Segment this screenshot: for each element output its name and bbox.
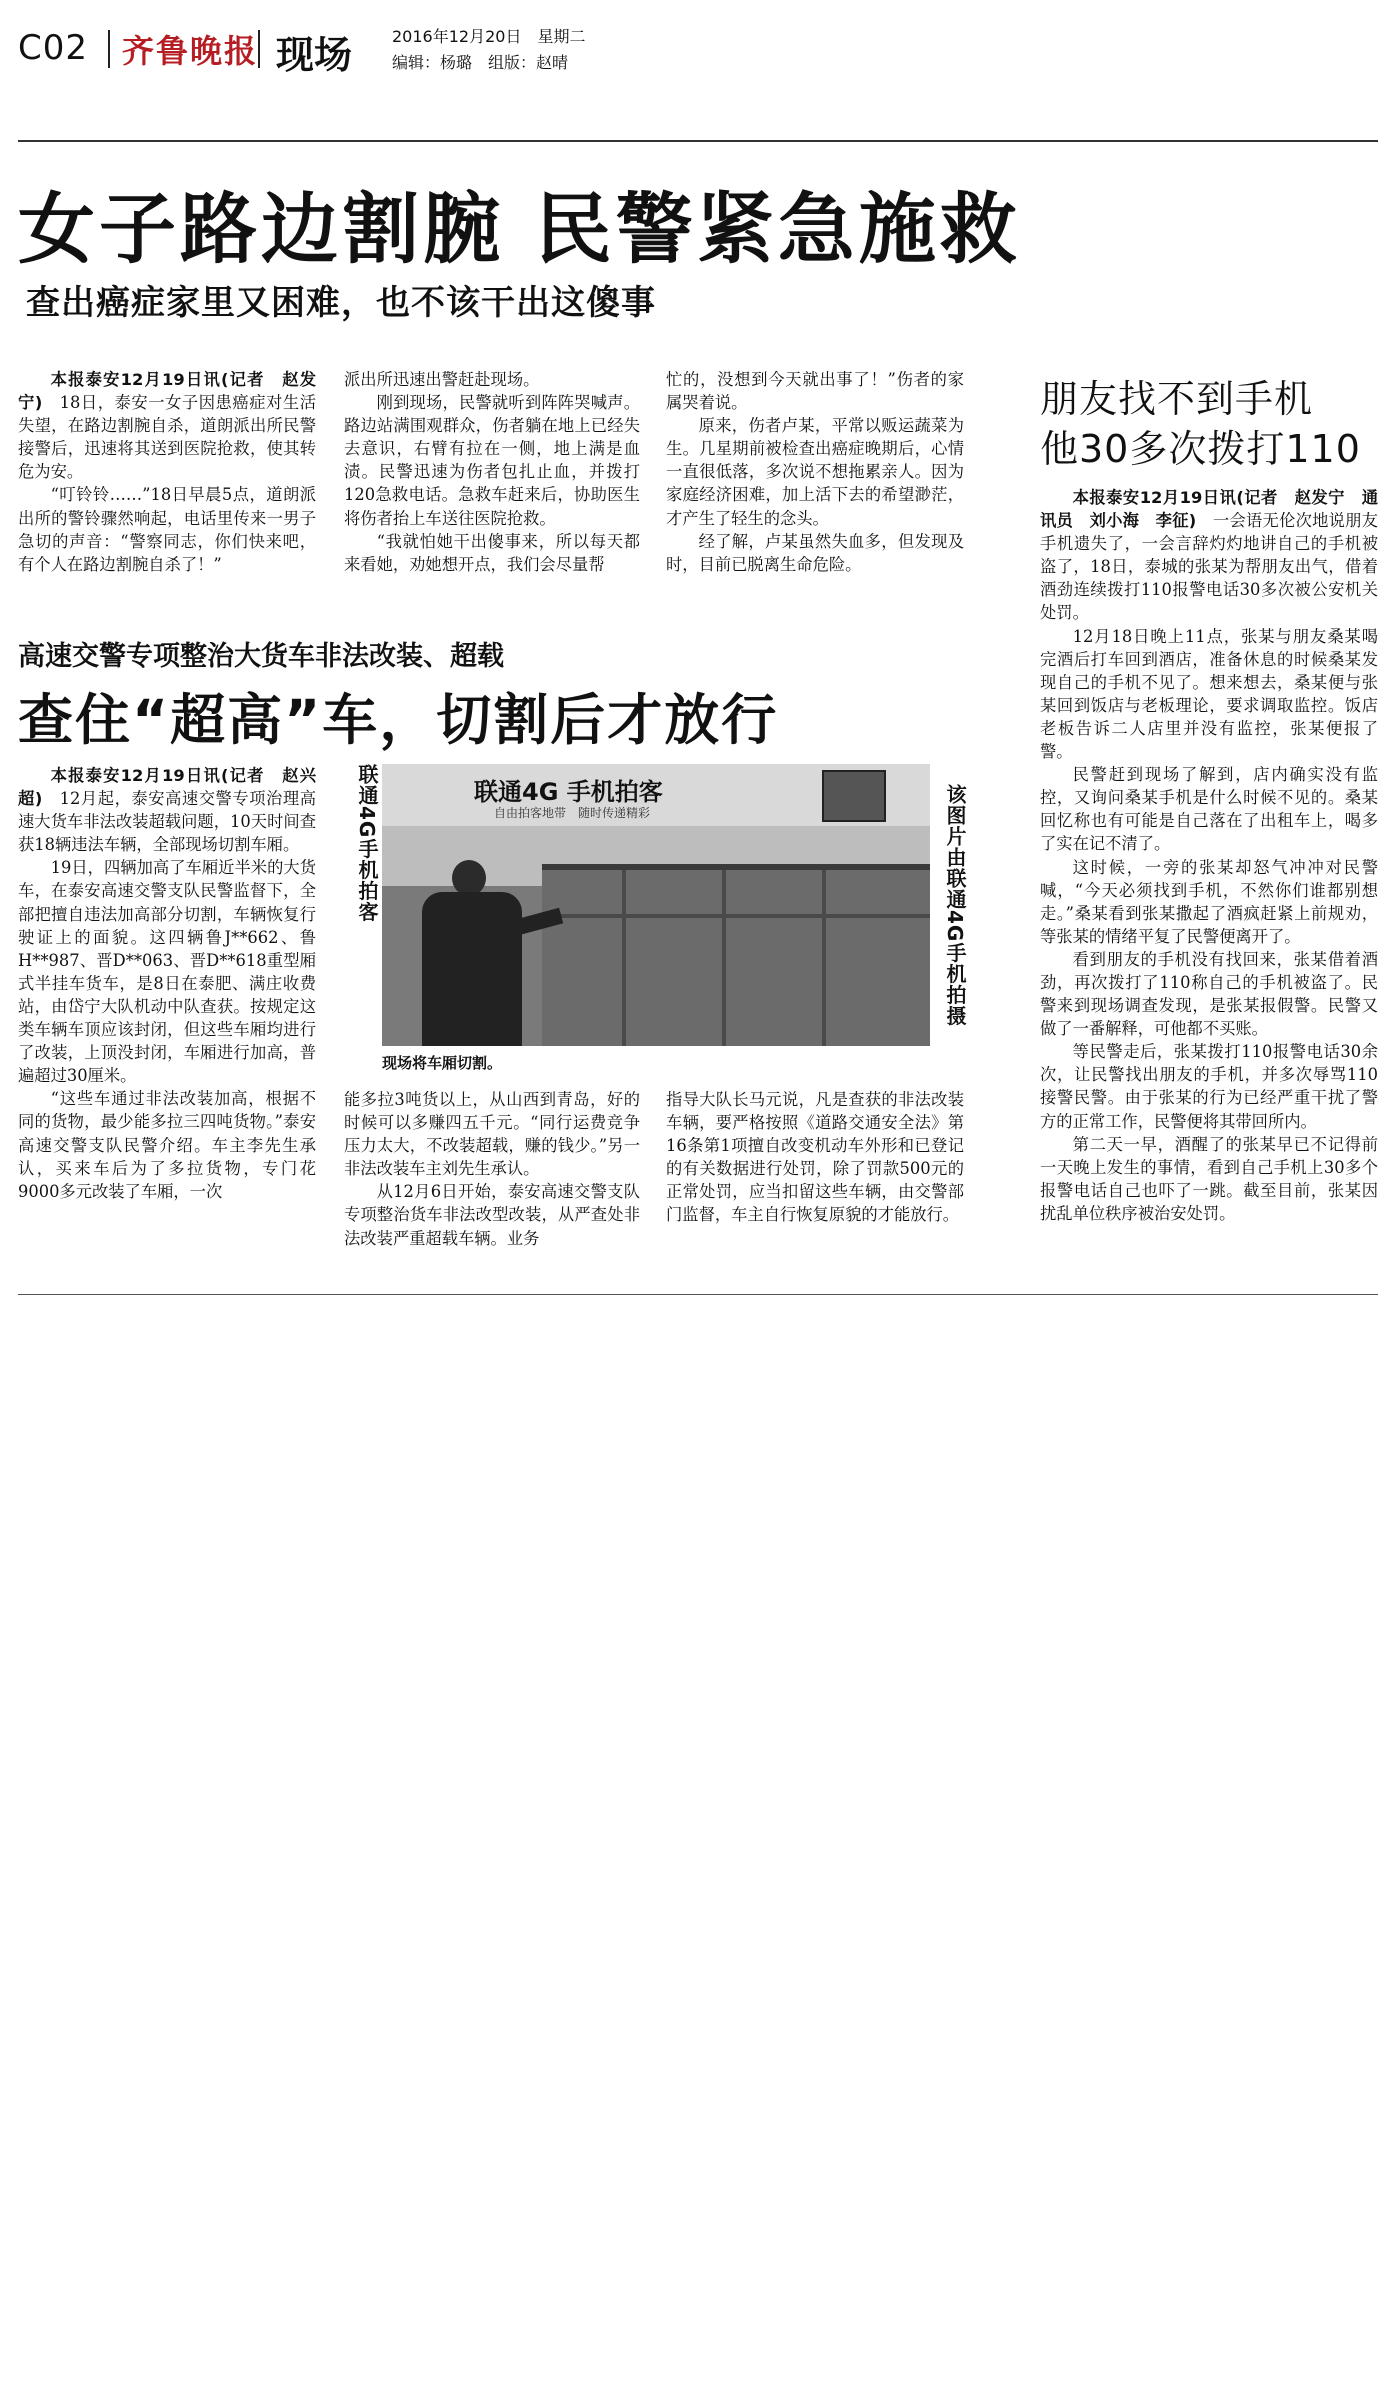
article2-column-2 [344, 1088, 640, 1250]
ad-banner-tagline: 自由拍客地带 随时传递精彩 [494, 806, 651, 820]
newspaper-masthead: 齐鲁晚报 [122, 32, 259, 70]
article3-paragraph: 看到朋友的手机没有找回来，张某借着酒劲，再次拨打了110称自己的手机被盗了。民警来到现场调查发现，是张某报假警。民警又做了一番解释，可他都不买账。 [1040, 949, 1378, 1039]
page-number: C02 [18, 28, 89, 68]
article2-headline: 查住“超高”车，切割后才放行 [18, 688, 779, 752]
article2-column-3 [666, 1088, 964, 1227]
article1-subheadline: 查出癌症家里又困难，也不该干出这傻事 [26, 283, 656, 323]
section-name: 现场 [276, 33, 353, 77]
article1-column-3 [666, 368, 964, 576]
article1-headline: 女子路边割腕 民警紧急施救 [18, 186, 1021, 275]
article2-paragraph: “这些车通过非法改装加高，根据不同的货物，最少能多拉三四吨货物。”泰安高速交警支队民警介绍。车主李先生承认，买来车后为了多拉货物，专门花9000多元改装了车厢，一次 [18, 1089, 316, 1201]
article1-paragraph: 刚到现场，民警就听到阵阵哭喊声。路边站满围观群众，伤者躺在地上已经失去意识，右臂有拉在一侧，地上满是血渍。民警迅速为伤者包扎止血，并拨打120急救电话。急救车赶来后，协助医生将伤者抬上车送往医院抢救。 [344, 393, 640, 528]
article1-paragraph: 本报泰安12月19日讯(记者 赵发宁) 18日，泰安一女子因患癌症对生活失望，在路边割腕自杀，道朗派出所民警接警后，迅速将其送到医院抢救，使其转危为安。 [18, 370, 316, 482]
truck-panel-rib [722, 870, 726, 1046]
article3-paragraph: 这时候，一旁的张某却怒气冲冲对民警喊，“今天必须找到手机，不然你们谁都别想走。”桑某看到张某撒起了酒疯赶紧上前规劝，等张某的情绪平复了民警便离开了。 [1040, 857, 1378, 946]
article1-paragraph: “叮铃铃……”18日早晨5点，道朗派出所的警铃骤然响起，电话里传来一男子急切的声音：“警察同志，你们快来吧，有个人在路边割腕自杀了！” [18, 485, 316, 574]
article3-byline: 本报泰安12月19日讯(记者 赵发宁 通讯员 刘小海 李征) [1040, 488, 1378, 531]
photo-credit-label: 该图片由联通4G手机拍摄 [943, 784, 967, 1027]
truck-panel-line [542, 914, 930, 918]
photo-side-label: 联通4G手机拍客 [355, 764, 379, 923]
article3-headline [1040, 374, 1361, 474]
article1-column-1 [18, 368, 316, 576]
truck-panel-rib [622, 870, 626, 1046]
header-divider [108, 30, 110, 68]
article2-column-1 [18, 764, 316, 1203]
article3-paragraph: 本报泰安12月19日讯(记者 赵发宁 通讯员 刘小海 李征) 一会语无伦次地说朋友手机遗失了，一会言辞灼灼地讲自己的手机被盗了，18日，泰城的张某为帮朋友出气，借着酒劲连续拨打110报警电话30多次被公安机关处罚。 [1040, 488, 1378, 623]
truck-cargo-box [542, 864, 930, 1046]
worker-body [422, 892, 522, 1046]
phone-image [822, 770, 886, 822]
article2-paragraph: 指导大队长马元说，凡是查获的非法改装车辆，要严格按照《道路交通安全法》第16条第1项擅自改变机动车外形和已登记的有关数据进行处罚，除了罚款500元的正常处罚，应当扣留这些车辆，由交警部门监督，车主自行恢复原貌的才能放行。 [666, 1090, 964, 1225]
article2-paragraph: 能多拉3吨货以上，从山西到青岛，好的时候可以多赚四五千元。“同行运费竞争压力太大，不改装超载，赚的钱少。”另一非法改装车主刘先生承认。 [344, 1090, 640, 1179]
article3-headline-line: 他30多次拨打110 [1040, 427, 1361, 471]
article2-paragraph: 19日，四辆加高了车厢近半米的大货车，在泰安高速交警支队民警监督下，全部把擅自违法加高部分切割，车辆恢复行驶证上的面貌。这四辆鲁J**662、鲁H**987、晋D**063、晋D**618重型厢式半挂车货车，是8日在泰肥、满庄收费站，由岱宁大队机动中队查获。按规定这类车辆车顶应该封闭，但这些车厢均进行了改装，上顶没封闭，车厢进行加高，普遍超过30厘米。 [18, 858, 316, 1086]
editor-credits: 编辑：杨璐 组版：赵晴 [392, 53, 569, 72]
article1-paragraph: 经了解，卢某虽然失血多，但发现及时，目前已脱离生命危险。 [666, 531, 964, 574]
truck-photo [382, 764, 930, 1046]
header-divider [258, 30, 260, 68]
photo-caption: 现场将车厢切割。 [382, 1054, 503, 1072]
article3-body [1040, 486, 1378, 1225]
article1-paragraph: 原来，伤者卢某，平常以贩运蔬菜为生。几星期前被检查出癌症晚期后，心情一直很低落，多次说不想拖累亲人。因为家庭经济困难，加上活下去的希望渺茫，才产生了轻生的念头。 [666, 416, 964, 528]
ad-banner [382, 764, 930, 826]
article1-column-2 [344, 368, 640, 576]
article1-paragraph: “我就怕她干出傻事来，所以每天都来看她，劝她想开点，我们会尽量帮 [344, 531, 640, 574]
article2-paragraph: 从12月6日开始，泰安高速交警支队专项整治货车非法改型改装，从严查处非法改装严重超载车辆。业务 [344, 1182, 640, 1248]
truck-top-edge [542, 864, 930, 870]
truck-panel-rib [822, 870, 826, 1046]
article3-paragraph: 12月18日晚上11点，张某与朋友桑某喝完酒后打车回到酒店，准备休息的时候桑某发现自己的手机不见了。想来想去，桑某便与张某回到饭店与老板理论，要求调取监控。饭店老板告诉二人店里并没有监控，张某便报了警。 [1040, 626, 1378, 762]
article3-paragraph: 民警赶到现场了解到，店内确实没有监控，又询问桑某手机是什么时候不见的。桑某回忆称也有可能是自己落在了出租车上，喝多了实在记不清了。 [1040, 765, 1378, 854]
article3-headline-line: 朋友找不到手机 [1040, 377, 1314, 421]
content-bottom-rule [18, 1294, 1378, 1295]
article2-byline: 本报泰安12月19日讯(记者 赵兴超) [18, 766, 316, 809]
article2-paragraph: 本报泰安12月19日讯(记者 赵兴超) 12月起，泰安高速交警专项治理高速大货车非法改装超载问题，10天时间查获18辆违法车辆，全部现场切割车厢。 [18, 766, 316, 855]
article1-paragraph: 忙的，没想到今天就出事了！”伤者的家属哭着说。 [666, 370, 964, 413]
ad-banner-title: 联通4G 手机拍客 [474, 778, 663, 806]
worker-head [452, 860, 486, 896]
article1-paragraph: 派出所迅速出警赶赴现场。 [344, 370, 540, 389]
header-rule [18, 140, 1378, 142]
article1-byline: 本报泰安12月19日讯(记者 赵发宁) [18, 370, 316, 413]
article3-paragraph: 第二天一早，酒醒了的张某早已不记得前一天晚上发生的事情，看到自己手机上30多个报警电话自己也吓了一跳。截至目前，张某因扰乱单位秩序被治安处罚。 [1040, 1134, 1378, 1223]
publication-date: 2016年12月20日 星期二 [392, 27, 586, 46]
article2-kicker: 高速交警专项整治大货车非法改装、超载 [18, 641, 504, 672]
article3-paragraph: 等民警走后，张某拨打110报警电话30余次，让民警找出朋友的手机，并多次辱骂110接警民警。由于张某的行为已经严重干扰了警方的正常工作，民警便将其带回所内。 [1040, 1042, 1378, 1131]
